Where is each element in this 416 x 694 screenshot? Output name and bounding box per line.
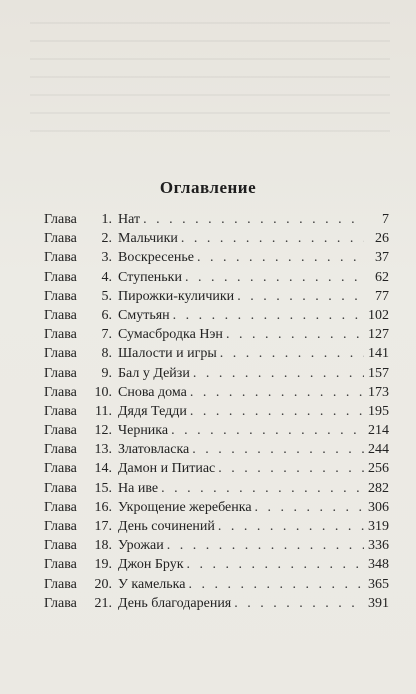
- toc-entry: [44, 536, 389, 555]
- toc-entry-number: 7.: [101, 327, 112, 343]
- toc-entry-number: 12.: [94, 423, 112, 439]
- toc-entry-name: День сочинений: [118, 519, 215, 534]
- toc-entry-name: Златовласка: [118, 442, 190, 458]
- toc-leader-dots: [190, 402, 364, 421]
- toc-leader-dots: [220, 344, 364, 363]
- toc-entry-label: Глава: [44, 346, 77, 362]
- toc-entry: [44, 268, 389, 287]
- toc-leader-dots: [193, 364, 364, 383]
- toc-entry-name: День благодарения: [118, 595, 232, 611]
- toc-entry-name: Урожаи: [118, 538, 164, 554]
- toc-entry-page: 195: [368, 403, 389, 419]
- toc-entry-number: 4.: [101, 269, 112, 285]
- toc-entry-number: 19.: [94, 557, 112, 573]
- toc-entry-number: 3.: [101, 250, 112, 266]
- toc-entry-label: Глава: [44, 499, 77, 515]
- toc-entry-number: 18.: [94, 538, 112, 554]
- toc-entry: [44, 555, 389, 574]
- toc-entry-number: 21.: [94, 595, 112, 611]
- toc-entry-page: 391: [368, 595, 389, 611]
- toc-entry-number: 16.: [94, 499, 112, 515]
- toc-entry: [44, 402, 389, 421]
- toc-entry-label: Глава: [44, 250, 77, 266]
- toc-entry-name: Бал у Дейзи: [118, 365, 190, 381]
- toc-entry-page: 282: [368, 480, 389, 496]
- toc-leader-dots: [188, 575, 364, 594]
- toc-leader-dots: [190, 383, 364, 402]
- toc-entry: [44, 325, 389, 344]
- toc-entry-page: 127: [368, 327, 389, 343]
- toc-entry-name: Дамон и Питиас: [118, 461, 216, 477]
- toc-entry-number: 11.: [95, 403, 112, 419]
- toc-leader-dots: [218, 517, 364, 536]
- toc-entry: [44, 210, 389, 229]
- toc-entry-label: Глава: [44, 269, 77, 285]
- toc-entry-number: 20.: [94, 576, 112, 592]
- toc-entry-label: Глава: [44, 557, 77, 573]
- toc-entry-page: 348: [368, 557, 389, 573]
- toc-entry-label: Глава: [44, 442, 77, 458]
- toc-entry: [44, 575, 389, 594]
- toc-entry: [44, 479, 389, 498]
- toc-leader-dots: [171, 421, 364, 440]
- toc-entry-label: Глава: [44, 519, 77, 534]
- toc-entry-label: Глава: [44, 480, 77, 496]
- toc-entry-name: Пирожки-куличики: [118, 288, 235, 304]
- toc-leader-dots: [237, 287, 364, 306]
- toc-leader-dots: [192, 440, 364, 459]
- toc-entry-number: 15.: [94, 480, 112, 496]
- toc-entry-name: Дядя Тедди: [118, 403, 187, 419]
- toc-entry: [44, 306, 389, 325]
- toc-entry-name: У камелька: [118, 576, 186, 592]
- toc-entry-page: 336: [368, 538, 389, 554]
- toc-entry-page: 77: [375, 288, 389, 304]
- toc-entry: [44, 229, 389, 248]
- toc-entry-page: 26: [375, 231, 389, 247]
- toc-entry-page: 306: [368, 499, 389, 515]
- toc-entry-label: Глава: [44, 365, 77, 381]
- toc-entry-name: Укрощение жеребенка: [118, 499, 252, 515]
- toc-entry: [44, 498, 389, 517]
- toc-entry-label: Глава: [44, 288, 77, 304]
- toc-entry-name: Сумасбродка Нэн: [118, 327, 223, 343]
- toc-leader-dots: [197, 248, 364, 267]
- toc-leader-dots: [167, 536, 364, 555]
- toc-leader-dots: [255, 498, 364, 517]
- toc-leader-dots: [226, 325, 364, 344]
- toc-entry-label: Глава: [44, 461, 77, 477]
- toc-entry-page: 157: [368, 365, 389, 381]
- toc-entry-label: Глава: [44, 384, 77, 400]
- toc-leader-dots: [181, 229, 364, 248]
- toc-entry-page: 102: [368, 307, 389, 323]
- toc-entry-number: 5.: [101, 288, 112, 304]
- toc-entry-page: 365: [368, 576, 389, 592]
- toc-entry-name: Ступеньки: [118, 269, 182, 285]
- toc-entry-name: Снова дома: [118, 384, 187, 400]
- toc-leader-dots: [218, 459, 364, 478]
- toc-entry-label: Глава: [44, 307, 77, 323]
- toc-entry-label: Глава: [44, 327, 77, 343]
- toc-leader-dots: [161, 479, 364, 498]
- toc-entry: [44, 248, 389, 267]
- toc-entry-label: Глава: [44, 595, 77, 611]
- toc-entry-page: 37: [375, 250, 389, 266]
- toc-entry: [44, 459, 389, 478]
- toc-entry-name: Черника: [118, 423, 169, 439]
- toc-entry-label: Глава: [44, 212, 77, 227]
- toc-title: Оглавление: [159, 178, 257, 197]
- toc-entry: [44, 383, 389, 402]
- toc-entry-number: 1.: [101, 212, 112, 227]
- toc-entry: [44, 364, 389, 383]
- toc-entry: [44, 594, 389, 613]
- toc-leader-dots: [234, 594, 364, 613]
- toc-entry-page: 319: [368, 519, 389, 534]
- toc-entry-label: Глава: [44, 423, 77, 439]
- toc-entry-number: 9.: [101, 365, 112, 381]
- toc-entry-name: Джон Брук: [118, 557, 184, 573]
- toc-leader-dots: [187, 555, 364, 574]
- toc-list: [44, 210, 389, 613]
- toc-entry: [44, 344, 389, 363]
- toc-entry: [44, 287, 389, 306]
- toc-entry-name: Шалости и игры: [118, 346, 217, 362]
- bleed-through-text: [30, 22, 390, 142]
- toc-entry: [44, 517, 389, 536]
- toc-entry-number: 13.: [94, 442, 112, 458]
- toc-entry-number: 14.: [94, 461, 112, 477]
- toc-entry-number: 8.: [101, 346, 112, 362]
- toc-entry: [44, 440, 389, 459]
- toc-entry: [44, 421, 389, 440]
- toc-leader-dots: [173, 306, 364, 325]
- toc-entry-label: Глава: [44, 538, 77, 554]
- toc-entry-page: 214: [368, 423, 389, 439]
- toc-entry-name: Воскресенье: [118, 250, 194, 266]
- toc-entry-page: 7: [382, 212, 389, 227]
- toc-entry-page: 256: [368, 461, 389, 477]
- toc-entry-number: 2.: [101, 231, 112, 247]
- toc-entry-name: На иве: [118, 480, 159, 496]
- toc-leader-dots: [143, 210, 364, 229]
- toc-entry-label: Глава: [44, 403, 77, 419]
- toc-leader-dots: [185, 268, 364, 287]
- toc-entry-page: 173: [368, 384, 389, 400]
- toc-entry-name: Смутьян: [118, 307, 170, 323]
- toc-entry-page: 141: [368, 346, 389, 362]
- toc-entry-label: Глава: [44, 576, 77, 592]
- toc-entry-number: 17.: [94, 519, 112, 534]
- toc-entry-name: Мальчики: [118, 231, 178, 247]
- toc-entry-number: 6.: [101, 307, 112, 323]
- toc-entry-name: Нат: [118, 212, 141, 227]
- toc-entry-page: 244: [368, 442, 389, 458]
- toc-entry-number: 10.: [94, 384, 112, 400]
- toc-entry-page: 62: [375, 269, 389, 285]
- toc-entry-label: Глава: [44, 231, 77, 247]
